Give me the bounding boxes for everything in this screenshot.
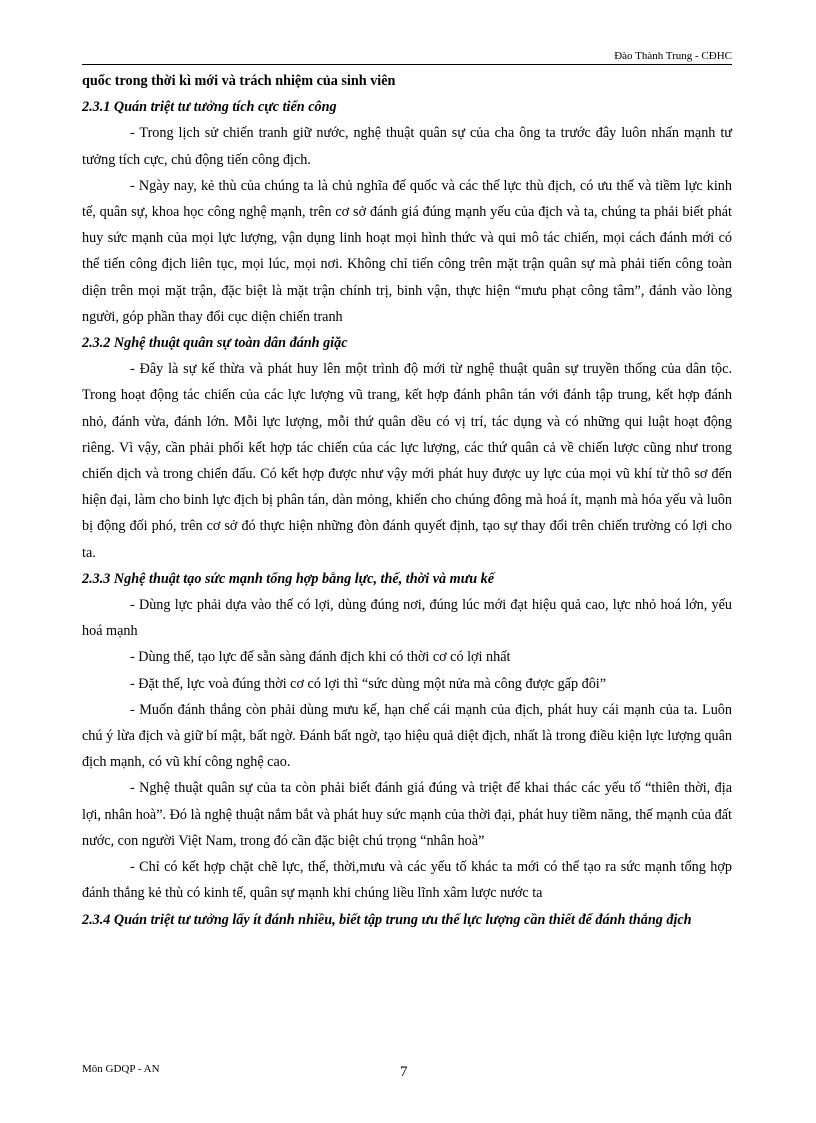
section-title-continuation: quốc trong thời kì mới và trách nhiệm của sinh viên <box>82 73 396 89</box>
running-header-author: Đào Thành Trung - CĐHC <box>614 50 732 62</box>
paragraph: - Muốn đánh thắng còn phải dùng mưu kế, hạn chế cái mạnh của địch, phát huy cái mạnh của ta. Luôn chú ý lừa địch và giữ bí mật, bất ngờ. Đánh bất ngờ, tạo hiệu quả diệt địch, nhất là trong điều kiện lực lượng quân địch mạnh, có vũ khí công nghệ cao. <box>82 701 732 771</box>
paragraph: - Đây là sự kế thừa và phát huy lên một trình độ mới từ nghệ thuật quân sự truyền thống của dân tộc. Trong hoạt động tác chiến của các lực lượng vũ trang, kết hợp đánh phân tán với đánh tập trung, kết hợp đánh nhỏ, đánh vừa, đánh lớn. Mỗi lực lượng, mỗi thứ quân dều có vị trí, tác dụng và có những qui luật hoạt động riêng. Vì vậy, cần phải phối kết hợp tác chiến của các lực lượng, các thứ quân cả về chiến lược cũng như trong chiến dịch và trong chiến đấu. Có kết hợp được như vậy mới phát huy được uy lực của mọi vũ khí từ thô sơ đến hiện đại, làm cho binh lực địch bị phân tán, dàn mỏng, khiến cho chúng đông mà hoá ít, mạnh mà hóa yếu và luôn bị động đối phó, trên cơ sở đó thực hiện những đòn đánh quyết định, tạo sự thay đổi trên chiến trường có lợi cho ta. <box>82 361 732 561</box>
paragraph: - Dùng thế, tạo lực để sẵn sàng đánh địch khi có thời cơ có lợi nhất <box>130 649 511 666</box>
page-number: 7 <box>400 1064 408 1080</box>
paragraph: - Dùng lực phải dựa vào thế có lợi, dùng đúng nơi, đúng lúc mới đạt hiệu quả cao, lực nhỏ hoá lớn, yếu hoá mạnh <box>82 597 732 640</box>
section-heading-2-3-2: 2.3.2 Nghệ thuật quân sự toàn dân đánh giặc <box>82 335 348 352</box>
section-heading-2-3-4: 2.3.4 Quán triệt tư tưởng lấy ít đánh nhiều, biết tập trung ưu thế lực lượng cần thiết để đánh thắng địch <box>82 911 692 928</box>
header-divider <box>82 64 732 65</box>
paragraph: - Ngày nay, kẻ thù của chúng ta là chủ nghĩa đế quốc và các thế lực thù địch, có ưu thế và tiềm lực kinh tế, quân sự, khoa học công nghệ mạnh, trên cơ sở đánh giá đúng mạnh yếu của địch và ta, chúng ta phải biết phát huy sức mạnh của mọi lực lượng, vận dụng linh hoạt mọi hình thức và qui mô tác chiến, mọi cách đánh mới có thể tiến công địch liên tục, mọi lúc, mọi nơi. Không chỉ tiến công trên mặt trận quân sự mà phải tiến công toàn diện trên mọi mặt trận, đặc biệt là mặt trận chính trị, binh vận, thực hiện “mưu phạt công tâm”, đánh vào lòng người, góp phần thay đổi cục diện chiến tranh <box>82 177 732 325</box>
footer-course-name: Môn GDQP - AN <box>82 1063 160 1075</box>
document-body <box>82 68 732 933</box>
section-heading-2-3-1: 2.3.1 Quán triệt tư tưởng tích cực tiến công <box>82 99 337 116</box>
section-heading-2-3-3: 2.3.3 Nghệ thuật tạo sức mạnh tổng hợp bằng lực, thế, thời và mưu kế <box>82 570 495 587</box>
paragraph: - Trong lịch sử chiến tranh giữ nước, nghệ thuật quân sự của cha ông ta trước đây luôn nhấn mạnh tư tưởng tích cực, chủ động tiến công địch. <box>82 125 732 168</box>
paragraph: - Nghệ thuật quân sự của ta còn phải biết đánh giá đúng và triệt để khai thác các yếu tố “thiên thời, địa lợi, nhân hoà”. Đó là nghệ thuật nắm bắt và phát huy sức mạnh của thời đại, phát huy tiềm năng, thế mạnh của đất nước, con người Việt Nam, trong đó cần đặc biệt chú trọng “nhân hoà” <box>82 780 732 849</box>
paragraph: - Chỉ có kết hợp chặt chẽ lực, thế, thời,mưu và các yếu tố khác ta mới có thể tạo ra sức mạnh tổng hợp đánh thắng kẻ thù có kinh tế, quân sự mạnh khi chúng liều lĩnh xâm lược nước ta <box>82 859 732 902</box>
paragraph: - Đặt thế, lực voà đúng thời cơ có lợi thì “sức dùng một nửa mà công được gấp đôi” <box>130 675 607 692</box>
